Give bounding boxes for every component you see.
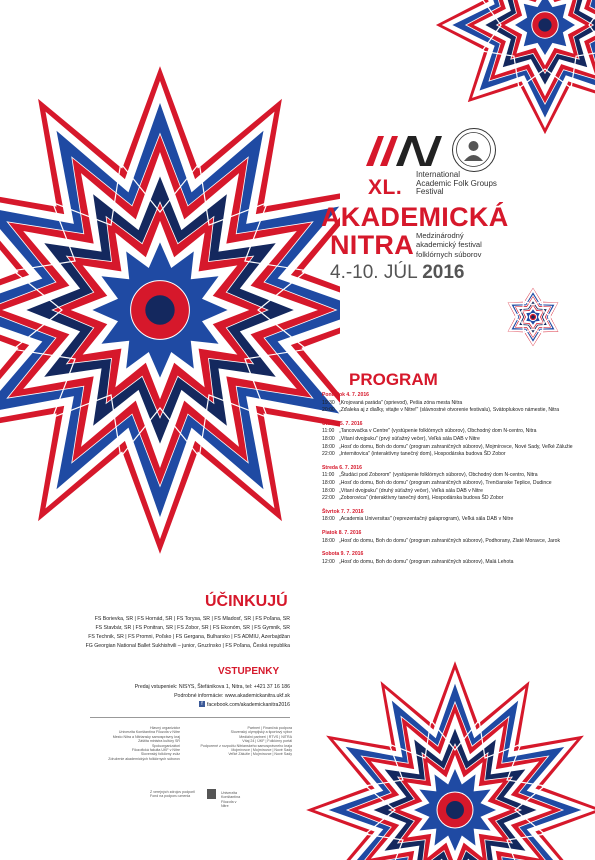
event-description: „Hosť do domu, Boh do domu" (program zahraničných súborov), Podhorany, Zlaté Moravce, Jarok	[339, 538, 584, 546]
event-description: „Hosť do domu, Boh do domu" (program zahraničných súborov), Trenčianske Teplice, Dudince	[339, 480, 584, 488]
festival-subtitle: Medzinárodný akademický festival folklórnych súborov	[416, 231, 482, 259]
tickets-info-link[interactable]: Podrobné informácie: www.akademickanitra.ukf.sk	[68, 692, 290, 701]
program-day	[322, 509, 584, 524]
event-time: 18:00	[322, 538, 339, 546]
event-description: „Hosť do domu, Boh do domu" (program zahraničných súborov), Malá Lehota	[339, 559, 584, 567]
sponsors-divider	[90, 717, 290, 718]
sponsor-line: Mesto Nitra a Nitriansky samosprávny kraj	[92, 735, 180, 739]
festival-dates: 4.-10. JÚL 2016	[330, 262, 465, 284]
event-time: 18:00	[322, 444, 339, 452]
event-description: „Vítaní dvojpuku" (prvý súťažný večer), Veľká sála DAB v Nitre	[339, 436, 584, 444]
program-event	[322, 488, 584, 496]
sponsor-line: Univerzita Konštantína Filozofa v Nitre	[92, 730, 180, 734]
sponsor-line: Záštita ministra kultúry SR	[92, 739, 180, 743]
event-description: „Zďaleka aj z diaľky, vitajte v Nitre!" (slávnostné otvorenie festivalu), Svätoplukovo námestie, Nitra	[339, 407, 584, 415]
festival-title-line1: AKADEMICKÁ	[321, 202, 509, 233]
program-day	[322, 421, 584, 459]
program-event	[322, 538, 584, 546]
tickets-sale: Predaj vstupeniek: NISYS, Štefánikova 1, Nitra, tel: +421 37 16 186	[68, 683, 290, 692]
program-day-label: Streda 6. 7. 2016	[322, 465, 584, 473]
international-festival-label: International Academic Folk Groups Festival	[416, 171, 497, 197]
participants-line: FS Stavbár, SR | FS Ponitran, SR | FS Zobor, SR | FS Ekonóm, SR | FS Gymnik, SR	[40, 624, 290, 633]
program-day-label: Pondelok 4. 7. 2016	[322, 392, 584, 400]
event-time: 22:00	[322, 451, 339, 459]
event-time: 19:30	[322, 400, 339, 408]
event-time: 20:00	[322, 407, 339, 415]
sponsor-line: Spoluorganizátori	[92, 744, 180, 748]
participants-line: FS Borievka, SR | FS Hornád, SR | FS Torysa, SR | FS Mladosť, SR | FS Poľana, SR	[40, 615, 290, 624]
sponsors-right	[198, 726, 292, 757]
participants-line: FS Technik, SR | FS Promni, Poľsko | FS Gergana, Bulharsko | FS ADMIU, Azerbajdžan	[40, 633, 290, 642]
event-time: 22:00	[322, 495, 339, 503]
program-day-label: Utorok 5. 7. 2016	[322, 421, 584, 429]
kaleidoscope-star-small	[502, 286, 564, 348]
event-description: „Študáci pod Zoborom" (vystúpenie folklórnych súborov), Obchodný dom N-centro, Nitra	[339, 472, 584, 480]
fund-logo-icon	[207, 789, 216, 799]
program-event	[322, 400, 584, 408]
kaleidoscope-star-bottom	[300, 660, 595, 860]
event-description: „Internitovica" (interaktívny tanečný dom), Hospodárska budova ŠD Zobor	[339, 451, 584, 459]
ukf-logo-text: Univerzita Konštantína Filozofa v Nitre	[221, 791, 241, 809]
sponsor-line: Filozofická fakulta UKF v Nitre	[92, 748, 180, 752]
program-day-label: Štvrtok 7. 7. 2016	[322, 509, 584, 517]
seal-ring-icon	[453, 129, 494, 170]
tickets-heading: VSTUPENKY	[218, 666, 279, 677]
program-event	[322, 407, 584, 415]
program-list	[322, 392, 584, 566]
sponsor-line: Podporené z rozpočtu Nitrianskeho samosprávneho kraja	[198, 744, 292, 748]
program-event	[322, 451, 584, 459]
participants-list	[40, 615, 290, 651]
facebook-link[interactable]: f facebook.com/akademickanitra2016	[68, 701, 290, 710]
kaleidoscope-star-top-right	[420, 0, 595, 140]
sponsor-line: Hlavný organizátor	[92, 726, 180, 730]
program-event	[322, 436, 584, 444]
event-time: 18:00	[322, 516, 339, 524]
event-description: „Academia Universitas" (reprezentačný galaprogram), Veľká sála DAB v Nitre	[339, 516, 584, 524]
program-day	[322, 530, 584, 545]
event-time: 18:00	[322, 488, 339, 496]
program-day	[322, 392, 584, 415]
facebook-icon: f	[199, 701, 205, 707]
festival-logo-icon	[366, 134, 446, 168]
kaleidoscope-star-large	[0, 30, 340, 590]
program-event	[322, 480, 584, 488]
tickets-info	[68, 683, 290, 709]
program-day-label: Piatok 8. 7. 2016	[322, 530, 584, 538]
event-description: „Hosť do domu, Boh do domu" (program zahraničných súborov), Mojmírovce, Nové Sady, Veľké Zálužie	[339, 444, 584, 452]
participants-heading: ÚČINKUJÚ	[205, 593, 288, 611]
program-event	[322, 559, 584, 567]
event-description: „Krojovaná paráda" (sprievod), Pešia zóna mesta Nitra	[339, 400, 584, 408]
program-event	[322, 472, 584, 480]
event-time: 12:00	[322, 559, 339, 567]
program-day	[322, 551, 584, 566]
event-time: 11:00	[322, 428, 339, 436]
sponsors-left	[92, 726, 180, 761]
university-seal-icon	[452, 128, 496, 172]
program-day-label: Sobota 9. 7. 2016	[322, 551, 584, 559]
participants-line: FG Georgian National Ballet Sukhishvili – junior, Gruzínsko | FS Poľana, Česká republika	[40, 642, 290, 651]
edition-number: XL.	[368, 176, 402, 200]
sponsor-line: Slovenský folklórny zväz	[92, 752, 180, 756]
sponsor-line: Mediálni partneri | RTVS | NITRA	[198, 735, 292, 739]
sponsor-line: Slovenský olympijský a športový výbor	[198, 730, 292, 734]
event-description: „Zoborovica" (interaktívny tanečný dom), Hospodárska budova ŠD Zobor	[339, 495, 584, 503]
sponsor-line: Partneri | Finančná podpora	[198, 726, 292, 730]
event-time: 18:00	[322, 436, 339, 444]
sponsor-line: Veľké Zálužie | Mojmírovce | Nové Sady	[198, 752, 292, 756]
event-time: 18:00	[322, 480, 339, 488]
event-description: „Tancovačka v Centre" (vystúpenie folklórnych súborov), Obchodný dom N-centro, Nitra	[339, 428, 584, 436]
event-description: „Vítaní dvojpuku" (druhý súťažný večer), Veľká sála DAB v Nitre	[339, 488, 584, 496]
event-time: 11:00	[322, 472, 339, 480]
sponsors-bottom: Z verejných zdrojov podporil Fond na podporu umenia	[150, 790, 202, 799]
program-event	[322, 495, 584, 503]
sponsor-line: Vítaj 24 | ÚKF | Folklórny portál	[198, 739, 292, 743]
sponsor-line: Mojmírovce | Mojmírovce | Nové Sady	[198, 748, 292, 752]
program-event	[322, 428, 584, 436]
program-heading: PROGRAM	[349, 370, 438, 390]
program-day	[322, 465, 584, 503]
program-event	[322, 516, 584, 524]
festival-title-line2: NITRA	[330, 230, 414, 261]
sponsor-line: Združenie akademických folklórnych súborov	[92, 757, 180, 761]
